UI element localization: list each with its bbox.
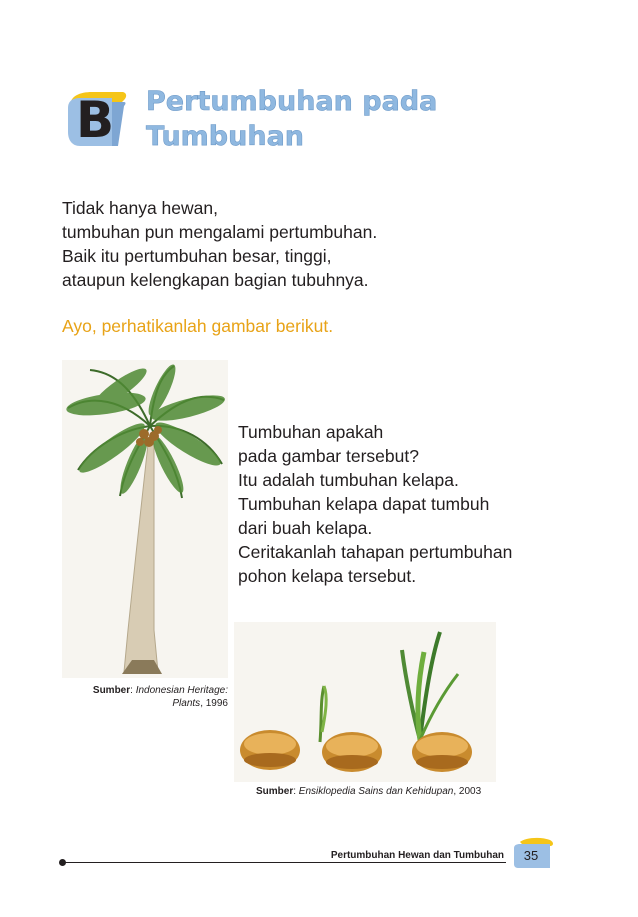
intro-line: Baik itu pertumbuhan besar, tinggi, bbox=[62, 246, 332, 266]
caption-year: 2003 bbox=[458, 786, 482, 797]
footer-bullet-dot bbox=[59, 859, 66, 866]
section-title-line1: Pertumbuhan pada bbox=[146, 86, 438, 117]
question-line: Tumbuhan apakah bbox=[238, 422, 384, 442]
question-line: dari buah kelapa. bbox=[238, 518, 373, 538]
caption-year: 1996 bbox=[205, 698, 228, 709]
question-line: Tumbuhan kelapa dapat tumbuh bbox=[238, 494, 490, 514]
palm-image-source-caption: Sumber: Indonesian Heritage: Plants, 1996 bbox=[92, 685, 228, 709]
caption-source: Ensiklopedia Sains dan Kehidupan bbox=[298, 786, 454, 797]
intro-paragraph bbox=[62, 196, 502, 292]
coconut-sprouting-stages-illustration bbox=[234, 622, 496, 782]
intro-line: tumbuhan pun mengalami pertumbuhan. bbox=[62, 222, 378, 242]
footer-rule bbox=[62, 862, 506, 863]
caption-label: Sumber bbox=[92, 685, 131, 696]
section-title bbox=[146, 84, 466, 154]
page-number: 35 bbox=[523, 848, 539, 863]
coconut-palm-illustration bbox=[62, 360, 228, 678]
question-line: Itu adalah tumbuhan kelapa. bbox=[238, 470, 459, 490]
question-line: Ceritakanlah tahapan pertumbuhan bbox=[238, 542, 513, 562]
intro-line: ataupun kelengkapan bagian tubuhnya. bbox=[62, 270, 369, 290]
sprout-image-source-caption: Sumber: Ensiklopedia Sains dan Kehidupan, 2003 bbox=[256, 786, 482, 797]
question-line: pohon kelapa tersebut. bbox=[238, 566, 417, 586]
caption-source: Plants bbox=[172, 698, 201, 709]
question-paragraph bbox=[238, 420, 578, 588]
section-title-line2: Tumbuhan bbox=[146, 121, 305, 152]
section-letter: B bbox=[75, 91, 115, 149]
instruction-text: Ayo, perhatikanlah gambar berikut. bbox=[62, 316, 334, 336]
caption-label: Sumber bbox=[256, 786, 294, 797]
intro-line: Tidak hanya hewan, bbox=[62, 198, 218, 218]
footer-chapter-title: Pertumbuhan Hewan dan Tumbuhan bbox=[330, 850, 504, 861]
question-line: pada gambar tersebut? bbox=[238, 446, 419, 466]
caption-source: Indonesian Heritage: bbox=[135, 685, 228, 696]
